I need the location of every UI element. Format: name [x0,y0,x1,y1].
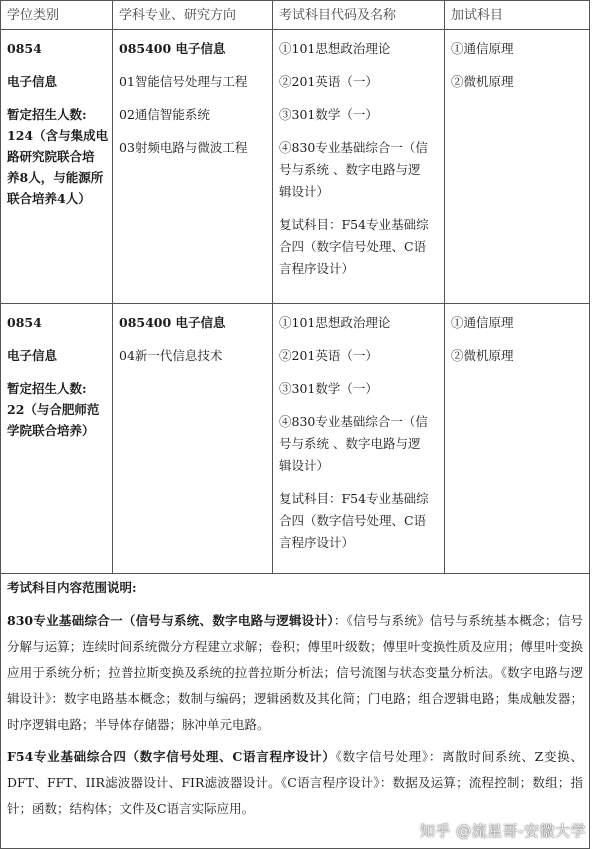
degree-code: 0854 [7,41,42,56]
zhihu-watermark: 知乎 @流星哥-安徽大学 [419,822,586,840]
exam-item-cont: 号与系统 、数字电路与逻 [279,162,421,177]
quota-line: 22（与合肥师范 [7,402,100,417]
major-title: 085400 电子信息 [119,41,226,56]
exam-item-cont: 辑设计） [279,458,330,473]
degree-cell [1,304,113,574]
degree-code: 0854 [7,315,42,330]
exam-item: ①101思想政治理论 [279,41,391,56]
table-row [1,304,590,574]
major-cell [113,304,273,574]
exam-item: ②201英语（一） [279,74,378,89]
table-header-row [1,1,590,30]
extra-item: ①通信原理 [451,41,514,56]
direction-item: 04新一代信息技术 [119,348,223,363]
extra-item: ②微机原理 [451,74,514,89]
scope-p1-body: ：《信号与系统》信号与系统基本概念；信号分解与运算；连续时间系统微分方程建立求解；卷积；傅里叶级数；傅里叶变换性质及应用；傅里叶变换应用于系统分析；拉普拉斯变换及系统的拉普拉斯分析法；信号流图与状态变量分析法。《数字电路与逻辑设计》：数字电路基本概念；数制与编码；逻辑函数及其化简；门电路；组合逻辑电路；集成触发器；时序逻辑电路；半导体存储器；脉冲单元电路。 [7,613,583,732]
exams-cell [273,30,445,304]
scope-section [1,574,590,849]
retest-item: 复试科目：F54专业基础综 [279,217,429,232]
scope-title: 考试科目内容范围说明: [7,580,137,595]
scope-paragraph-f54 [7,744,583,822]
direction-item: 02通信智能系统 [119,107,210,122]
degree-name: 电子信息 [7,74,58,89]
extra-cell [445,30,590,304]
header-exams: 考试科目代码及名称 [273,1,445,30]
extra-item: ②微机原理 [451,348,514,363]
exam-item: ②201英语（一） [279,348,378,363]
major-title: 085400 电子信息 [119,315,226,330]
exam-item: ③301数学（一） [279,381,378,396]
major-cell [113,30,273,304]
degree-name: 电子信息 [7,348,58,363]
header-extra: 加试科目 [445,1,590,30]
exam-item-cont: 号与系统 、数字电路与逻 [279,436,421,451]
degree-cell [1,30,113,304]
quota-line: 124（含与集成电 [7,128,109,143]
retest-item-cont: 言程序设计） [279,261,355,276]
quota-line: 联合培养4人） [7,191,91,206]
quota-line: 养8人，与能源所 [7,170,104,185]
extra-item: ①通信原理 [451,315,514,330]
exam-item: ③301数学（一） [279,107,378,122]
exams-cell [273,304,445,574]
quota-line: 路研究院联合培 [7,149,95,164]
exam-item: ①101思想政治理论 [279,315,391,330]
quota-label: 暂定招生人数: [7,381,87,396]
header-degree: 学位类别 [1,1,113,30]
exam-item: ④830专业基础综合一（信 [279,140,428,155]
scope-p1-head: 830专业基础综合一（信号与系统、数字电路与逻辑设计） [7,613,334,628]
scope-p2-head: F54专业基础综合四（数字信号处理、C语言程序设计） [7,749,336,764]
retest-item-cont: 合四（数字信号处理、C语 [279,513,427,528]
extra-cell [445,304,590,574]
exam-item-cont: 辑设计） [279,184,330,199]
scope-paragraph-830 [7,608,583,738]
table-row [1,30,590,304]
quota-line: 学院联合培养） [7,423,95,438]
retest-item-cont: 言程序设计） [279,535,355,550]
scope-p2-body: 《数字信号处理》：离散时间系统、Z变换、DFT、FFT、IIR滤波器设计、FIR滤波器设计。《C语言程序设计》：数据及运算；流程控制；数组；指针；函数；结构体；文件及C语言实际应用。 [7,749,583,816]
direction-item: 01智能信号处理与工程 [119,74,248,89]
direction-item: 03射频电路与微波工程 [119,140,248,155]
retest-item-cont: 合四（数字信号处理、C语 [279,239,427,254]
exam-item: ④830专业基础综合一（信 [279,414,428,429]
retest-item: 复试科目：F54专业基础综 [279,491,429,506]
quota-label: 暂定招生人数: [7,107,87,122]
header-major: 学科专业、研究方向 [113,1,273,30]
scope-cell [1,574,590,849]
